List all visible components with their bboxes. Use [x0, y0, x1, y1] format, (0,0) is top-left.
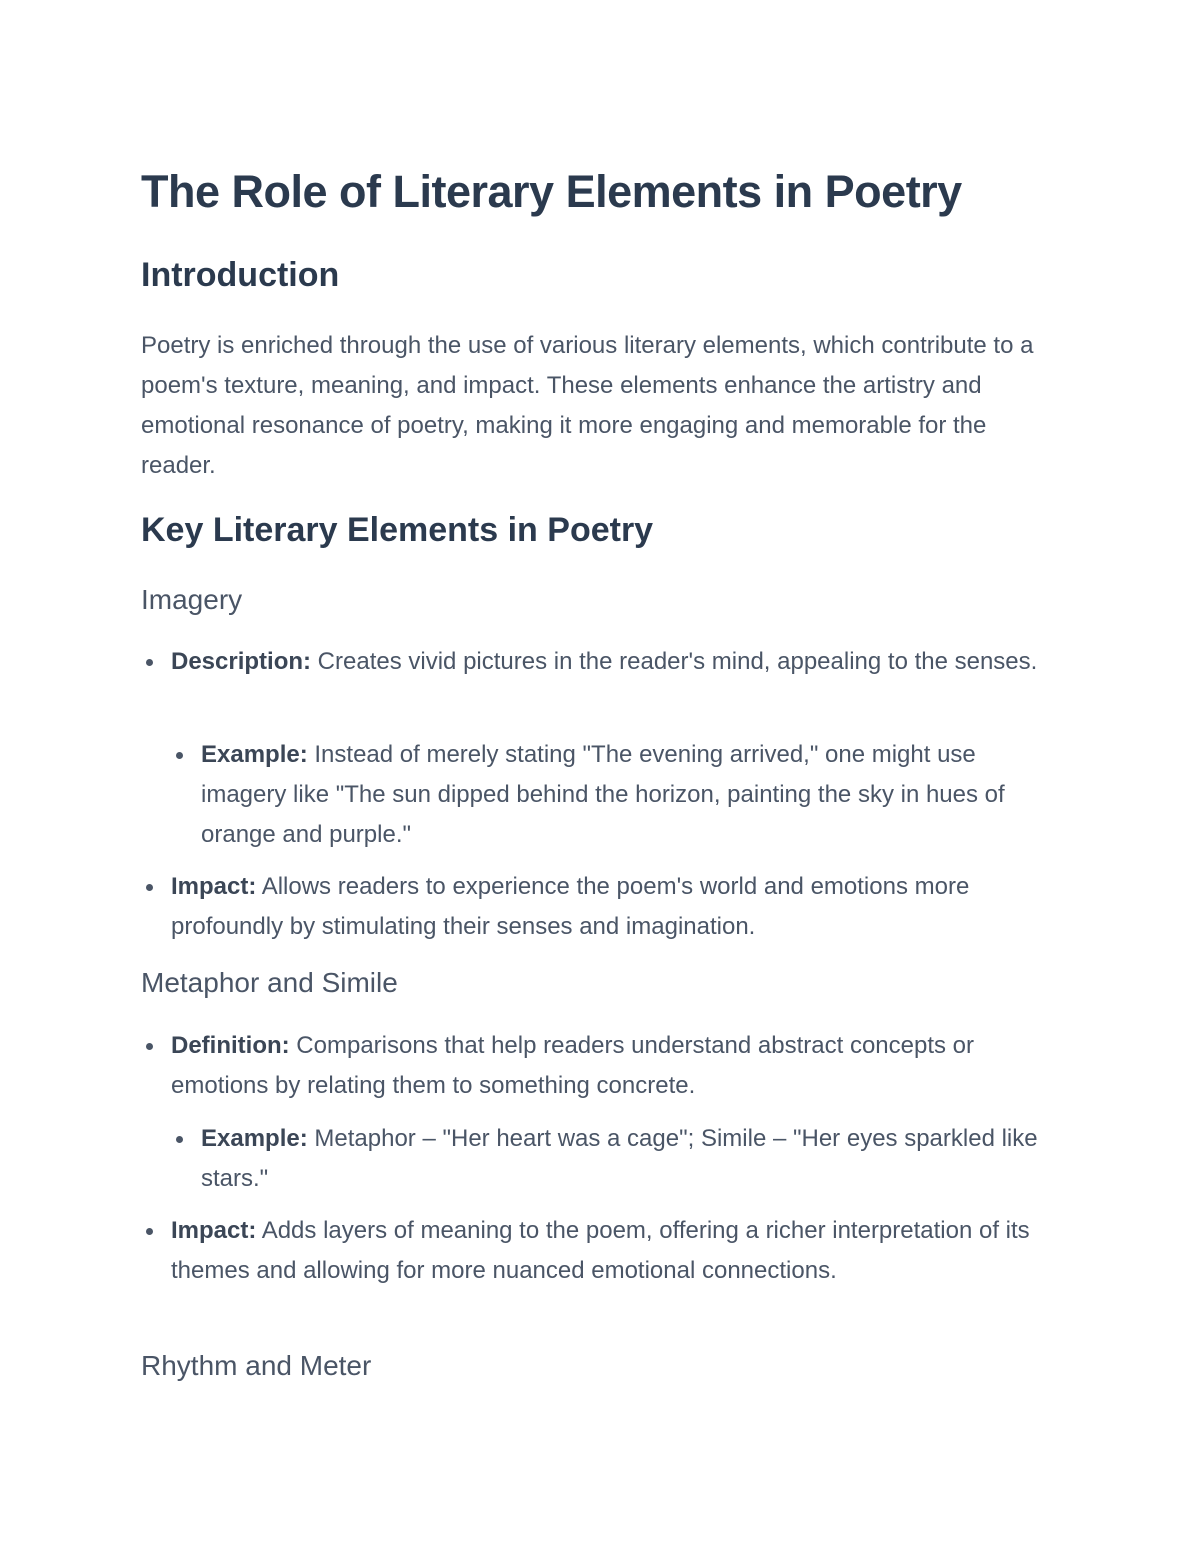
- bullet-icon: [176, 752, 183, 759]
- list-item: [201, 735, 1051, 855]
- item-label: Impact:: [171, 1217, 257, 1244]
- page-title: The Role of Literary Elements in Poetry: [141, 166, 962, 217]
- list-item: [201, 1119, 1051, 1199]
- metaphor-simile-heading: Metaphor and Simile: [141, 967, 398, 998]
- item-label: Example:: [201, 1125, 308, 1152]
- imagery-heading: Imagery: [141, 584, 243, 615]
- item-label: Definition:: [171, 1032, 290, 1059]
- item-text: Creates vivid pictures in the reader's mind, appealing to the senses.: [311, 648, 1038, 675]
- list-item: [171, 867, 1051, 947]
- key-elements-heading: Key Literary Elements in Poetry: [141, 511, 654, 549]
- list-item: [171, 1211, 1051, 1291]
- introduction-paragraph: Poetry is enriched through the use of various literary elements, which contribute to a poem's texture, meaning, and impact. These elements enhance the artistry and emotional resonance of poetry, making it more engaging and memorable for the reader.: [141, 332, 1034, 479]
- item-text: Adds layers of meaning to the poem, offering a richer interpretation of its themes and allowing for more nuanced emotional connections.: [171, 1217, 1030, 1284]
- bullet-icon: [146, 1043, 153, 1050]
- bullet-icon: [146, 1228, 153, 1235]
- bullet-icon: [146, 884, 153, 891]
- item-text: Instead of merely stating "The evening arrived," one might use imagery like "The sun dipped behind the horizon, painting the sky in hues of orange and purple.": [201, 741, 1005, 848]
- item-label: Impact:: [171, 873, 257, 900]
- rhythm-meter-heading: Rhythm and Meter: [141, 1350, 372, 1381]
- item-text: Metaphor – "Her heart was a cage"; Simile – "Her eyes sparkled like stars.": [201, 1125, 1038, 1192]
- introduction-heading: Introduction: [141, 256, 340, 294]
- bullet-icon: [146, 659, 153, 666]
- item-text: Allows readers to experience the poem's world and emotions more profoundly by stimulating their senses and imagination.: [171, 873, 970, 940]
- item-label: Description:: [171, 648, 312, 675]
- item-text: Comparisons that help readers understand abstract concepts or emotions by relating them to something concrete.: [171, 1032, 975, 1099]
- list-item: [171, 1026, 1051, 1106]
- bullet-icon: [176, 1136, 183, 1143]
- list-item: [171, 642, 1051, 682]
- item-label: Example:: [201, 741, 308, 768]
